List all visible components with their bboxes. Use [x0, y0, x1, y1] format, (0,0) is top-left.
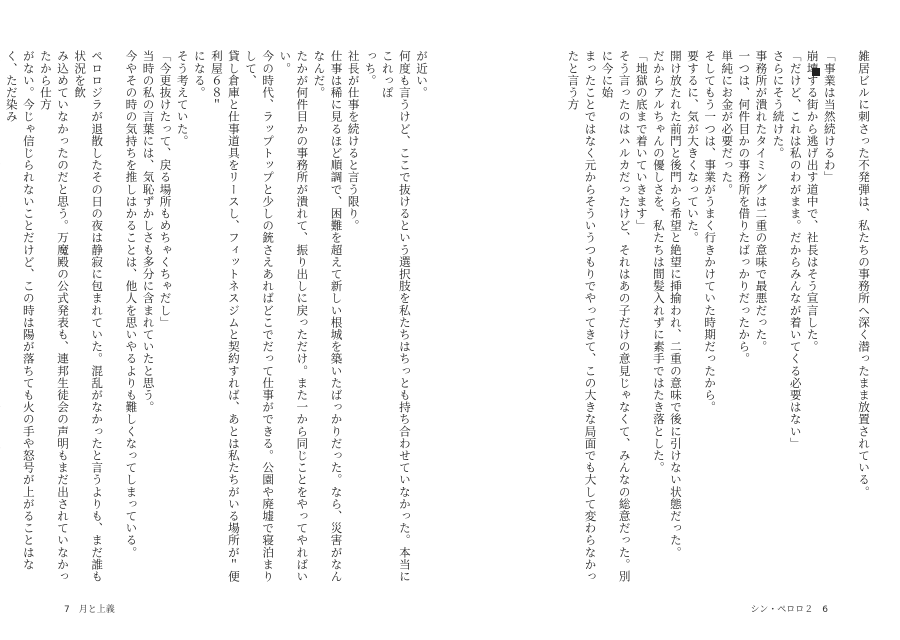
- text-line: そう考えていた。: [175, 50, 190, 147]
- text-line: [0, 50, 3, 590]
- text-line: 「事業は当然続けるわ」: [822, 50, 837, 184]
- left-page-text: [0, 50, 430, 590]
- text-line: [838, 50, 855, 590]
- text-line: になる。: [192, 50, 207, 99]
- text-line: まったことではなく元からそういうつもりでやってきて、この大きな局面でも大して変わらなかったと言う方: [566, 50, 598, 583]
- page-footer-left: 7 月と上義: [64, 605, 115, 615]
- text-line: 何度も言うけど、ここで抜けるという選択肢を私たちはちっとも持ち合わせていなかった。本当にこれっぽ: [380, 50, 412, 583]
- text-line: が近い。: [415, 50, 429, 99]
- text-line: ペロロジラが退散したその日の夜は静寂に包まれていた。混乱がなかったと言うよりも、まだ誰も状況を飲: [73, 50, 105, 583]
- left-page: [4, 50, 430, 610]
- text-line: そしてもう一つは、事業がうまく行きかけていた時期だったから。: [703, 50, 718, 413]
- text-line: 貸し倉庫と仕事道具をリースし、フィットネスジムと契約すれば、あとは私たちがいる場所が＂便利屋６８＂: [209, 50, 241, 583]
- text-line: 今やその時の気持ちを推しはかることは、他人を思いやるよりも難しくなってしまっている。: [124, 50, 139, 559]
- text-line: がない。今じゃ信じられないことだけど、この時は陽が落ちても火の手や怒号が上がることはなく、ただ染み: [4, 50, 36, 571]
- text-line: 単純にお金が必要だった。: [720, 50, 735, 196]
- text-line: 今の時代、ラップトップと少しの銃さえあればどこでだって仕事ができる。公園や廃墟で寝泊まりして、: [244, 50, 276, 583]
- text-line: っち。: [363, 50, 378, 87]
- text-line: だからアルちゃんの優しさを、私たちは間髪入れずに素手ではたき落とした。: [651, 50, 666, 474]
- text-line: 事務所が潰れたタイミングは二重の意味で最悪だった。: [754, 50, 769, 353]
- text-line: 「今更抜けたって、戻る場所もめちゃくちゃだし」: [158, 50, 173, 329]
- text-line: 社長が仕事を続けると言う限り。: [346, 50, 361, 232]
- text-line: 雑居ビルに刺さった不発弾は、私たちの事務所へ深く潜ったまま放置されている。: [857, 50, 871, 498]
- right-page-text: [564, 50, 872, 590]
- text-line: そう言ったのはハルカだったけど、それはあの子だけの意見じゃなくて、みんなの総意だった。別に今に始: [600, 50, 632, 583]
- text-line: 当時の私の言葉には、気恥ずかしさも多分に含まれていたと思う。: [141, 50, 156, 413]
- text-line: 「だけど、これは私のわがまま。だからみんなが着いてくる必要はない」: [788, 50, 803, 450]
- text-line: み込めていなかったのだと思う。万魔殿の公式発表も、連邦生徒会の声明もまだ出されていなかったから仕方: [38, 50, 71, 583]
- text-line: 「地獄の底まで着いていきます」: [634, 50, 649, 232]
- text-line: さらにそう続けた。: [771, 50, 786, 159]
- text-line: たかが何件目かの事務所が潰れて、振り出しに戻っただけ。また一から同じことをやってやればいい。: [278, 50, 310, 583]
- text-line: 要するに、気が大きくなっていた。: [686, 50, 701, 244]
- text-line: 一つは、何件目かの事務所を借りたばっかりだったから。: [737, 50, 752, 365]
- text-line: [105, 50, 122, 590]
- text-line: 仕事は稀に見るほど順調で、困難を超えて新しい根城を築いたばっかりだった。なら、災害がなんなんだ。: [312, 50, 344, 583]
- text-line: 開け放たれた前門と後門から希望と絶望に挿揄われ、二重の意味で後に引けない状態だった。: [668, 50, 683, 559]
- right-page: [462, 50, 872, 610]
- text-line: 崩壊する街から逃げ出す道中で、社長はそう宣言した。: [805, 50, 820, 353]
- page-footer-right: シン・ペロロ２ 6: [750, 605, 828, 615]
